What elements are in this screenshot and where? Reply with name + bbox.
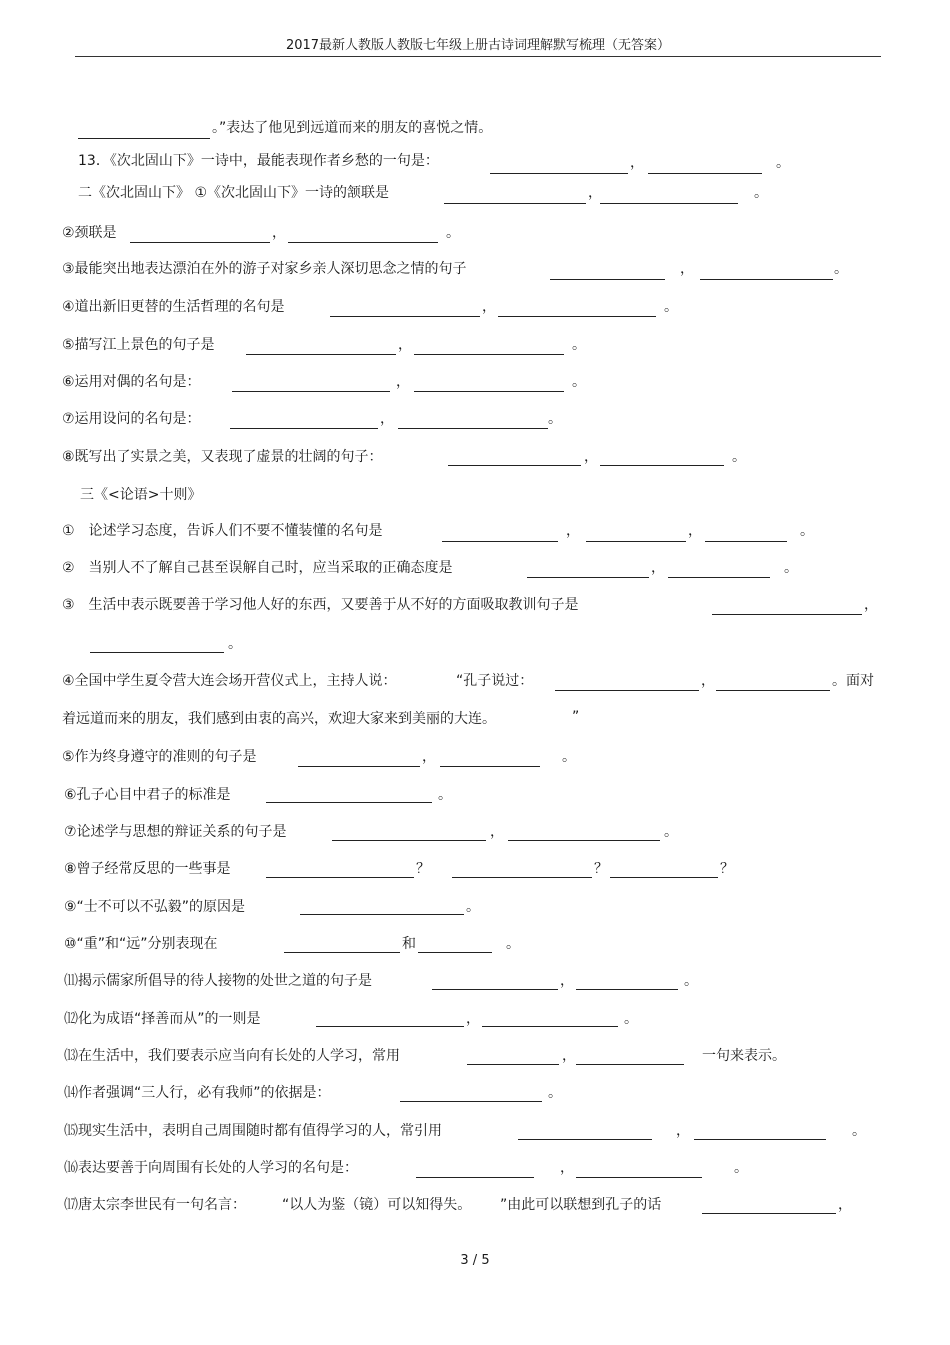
text-line: ， bbox=[422, 749, 436, 765]
text-line: ， bbox=[566, 523, 580, 539]
answer-blank[interactable] bbox=[518, 1139, 652, 1140]
question-item: ⑥孔子心目中君子的标准是 bbox=[64, 787, 231, 803]
question-item: ④道出新旧更替的生活哲理的名句是 bbox=[62, 299, 285, 315]
text-line: 。 bbox=[684, 973, 698, 989]
answer-blank[interactable] bbox=[300, 914, 464, 915]
text-line: ， bbox=[466, 1011, 480, 1027]
text-line: ， bbox=[701, 673, 715, 689]
text-line: ” bbox=[572, 709, 580, 725]
text-line: ， bbox=[630, 155, 644, 171]
answer-blank[interactable] bbox=[130, 242, 270, 243]
text-line: ， bbox=[560, 973, 574, 989]
question-item: ⑿化为成语“择善而从”的一则是 bbox=[64, 1011, 261, 1027]
question-item: ② 当别人不了解自己甚至误解自己时，应当采取的正确态度是 bbox=[62, 560, 453, 576]
answer-blank[interactable] bbox=[576, 989, 678, 990]
text-line: ， bbox=[490, 824, 504, 840]
text-line: ”由此可以联想到孔子的话 bbox=[500, 1197, 662, 1213]
text-line: 。 bbox=[446, 225, 460, 241]
section-heading: 二《次北固山下》 ①《次北固山下》一诗的颔联是 bbox=[78, 185, 389, 201]
answer-blank[interactable] bbox=[298, 766, 420, 767]
answer-blank[interactable] bbox=[550, 279, 665, 280]
answer-blank[interactable] bbox=[232, 391, 390, 392]
text-line: 和 bbox=[402, 936, 416, 952]
text-line: 。 bbox=[834, 261, 848, 277]
text-line: 。 bbox=[664, 824, 678, 840]
question-item: ① 论述学习态度，告诉人们不要不懂装懂的名句是 bbox=[62, 523, 383, 539]
question-item: ②颈联是 bbox=[62, 225, 117, 241]
text-line: 。 bbox=[800, 523, 814, 539]
question-item: ⒄唐太宗李世民有一句名言： bbox=[64, 1197, 246, 1213]
question-item: ⑤作为终身遵守的准则的句子是 bbox=[62, 749, 257, 765]
text-line: ， bbox=[588, 185, 602, 201]
answer-blank[interactable] bbox=[432, 989, 558, 990]
answer-blank[interactable] bbox=[668, 577, 770, 578]
text-line: 。 bbox=[776, 155, 790, 171]
answer-blank[interactable] bbox=[414, 391, 564, 392]
answer-blank[interactable] bbox=[444, 203, 586, 204]
section-heading: 三《<论语>十则》 bbox=[80, 487, 202, 503]
question-item: ⑦论述学与思想的辩证关系的句子是 bbox=[64, 824, 287, 840]
question-item: ⑩“重”和“远”分别表现在 bbox=[64, 936, 218, 952]
answer-blank[interactable] bbox=[266, 802, 432, 803]
answer-blank[interactable] bbox=[576, 1177, 702, 1178]
text-line: ？ bbox=[594, 861, 608, 877]
text-line: ？ bbox=[416, 861, 430, 877]
page-header: 2017最新人教版人教版七年级上册古诗词理解默写梳理（无答案） bbox=[75, 36, 881, 57]
text-line: 。 bbox=[664, 299, 678, 315]
answer-blank[interactable] bbox=[246, 354, 396, 355]
answer-blank[interactable] bbox=[600, 203, 738, 204]
answer-blank[interactable] bbox=[527, 577, 649, 578]
question-item: ⒃表达要善于向周围有长处的人学习的名句是： bbox=[64, 1160, 358, 1176]
text-line: “孔子说过： bbox=[456, 673, 534, 689]
answer-blank[interactable] bbox=[416, 1177, 534, 1178]
answer-blank[interactable] bbox=[398, 428, 548, 429]
answer-blank[interactable] bbox=[90, 652, 224, 653]
question-item: ⑧既写出了实景之美，又表现了虚景的壮阔的句子： bbox=[62, 449, 383, 465]
question-item: ⑾揭示儒家所倡导的待人接物的处世之道的句子是 bbox=[64, 973, 372, 989]
question-item: ⑤描写江上景色的句子是 bbox=[62, 337, 215, 353]
answer-blank[interactable] bbox=[700, 279, 833, 280]
text-line: ， bbox=[380, 411, 394, 427]
answer-blank[interactable] bbox=[448, 465, 581, 466]
text-line: ， bbox=[584, 449, 598, 465]
question-13: 13．《次北固山下》一诗中，最能表现作者乡愁的一句是： bbox=[78, 153, 439, 169]
text-line: ， bbox=[651, 560, 665, 576]
answer-blank[interactable] bbox=[576, 1064, 684, 1065]
answer-blank[interactable] bbox=[400, 1101, 542, 1102]
text-line: 着远道而来的朋友，我们感到由衷的高兴，欢迎大家来到美丽的大连。 bbox=[62, 711, 496, 727]
text-line: ？ bbox=[720, 861, 734, 877]
text-line: 。 bbox=[562, 749, 576, 765]
question-item: ③最能突出地表达漂泊在外的游子对家乡亲人深切思念之情的句子 bbox=[62, 261, 467, 277]
question-item: ⑨“士不可以不弘毅”的原因是 bbox=[64, 899, 246, 915]
question-item: ⒂现实生活中，表明自己周围随时都有值得学习的人，常引用 bbox=[64, 1123, 442, 1139]
text-line: 。 bbox=[548, 1085, 562, 1101]
question-item: ⒁作者强调“三人行，必有我师”的依据是： bbox=[64, 1085, 331, 1101]
answer-blank[interactable] bbox=[600, 465, 724, 466]
question-item: ⒀在生活中，我们要表示应当向有长处的人学习，常用 bbox=[64, 1048, 400, 1064]
text-line: ， bbox=[676, 1123, 690, 1139]
text-line: ， bbox=[680, 261, 694, 277]
answer-blank[interactable] bbox=[316, 1026, 464, 1027]
text-line: ， bbox=[560, 1160, 574, 1176]
answer-blank[interactable] bbox=[555, 690, 699, 691]
answer-blank[interactable] bbox=[442, 541, 558, 542]
answer-blank[interactable] bbox=[452, 877, 592, 878]
answer-blank[interactable] bbox=[330, 316, 480, 317]
text-line: 。 bbox=[438, 787, 452, 803]
answer-blank[interactable] bbox=[702, 1213, 836, 1214]
text-line: ， bbox=[396, 374, 410, 390]
answer-blank[interactable] bbox=[482, 1026, 618, 1027]
question-item: ⑥运用对偶的名句是： bbox=[62, 374, 201, 390]
text-line: 。 bbox=[506, 936, 520, 952]
text-line: 。 bbox=[852, 1123, 866, 1139]
answer-blank[interactable] bbox=[414, 354, 564, 355]
answer-blank[interactable] bbox=[716, 690, 830, 691]
text-line: 。 bbox=[572, 374, 586, 390]
text-line: ， bbox=[688, 523, 702, 539]
text-line: “以人为鉴（镜）可以知得失。 bbox=[282, 1197, 472, 1213]
answer-blank[interactable] bbox=[648, 173, 762, 174]
answer-blank[interactable] bbox=[266, 877, 414, 878]
answer-blank[interactable] bbox=[440, 766, 540, 767]
question-item: ⑦运用设问的名句是： bbox=[62, 411, 201, 427]
answer-blank[interactable] bbox=[586, 541, 686, 542]
answer-blank[interactable] bbox=[498, 316, 656, 317]
text-line: 。 bbox=[572, 337, 586, 353]
question-item: ③ 生活中表示既要善于学习他人好的东西，又要善于从不好的方面吸取教训句子是 bbox=[62, 597, 579, 613]
text-line: 。 bbox=[734, 1160, 748, 1176]
text-line: ， bbox=[272, 225, 286, 241]
question-item: ④全国中学生夏令营大连会场开营仪式上，主持人说： bbox=[62, 673, 397, 689]
answer-blank[interactable] bbox=[712, 614, 862, 615]
text-line: ， bbox=[562, 1048, 576, 1064]
text-line: 。 bbox=[228, 636, 242, 652]
answer-blank[interactable] bbox=[694, 1139, 826, 1140]
text-line: ， bbox=[482, 299, 496, 315]
text-line: 。 bbox=[732, 449, 746, 465]
text-line: 。 bbox=[754, 185, 768, 201]
answer-blank[interactable] bbox=[418, 952, 492, 953]
text-line: 。面对 bbox=[832, 673, 874, 689]
answer-blank[interactable] bbox=[490, 173, 628, 174]
answer-blank[interactable] bbox=[508, 840, 660, 841]
text-line: ， bbox=[864, 597, 878, 613]
answer-blank[interactable] bbox=[230, 428, 378, 429]
answer-blank[interactable] bbox=[78, 138, 210, 139]
text-line: 。 bbox=[548, 411, 562, 427]
page-number: 3 / 5 bbox=[460, 1253, 490, 1268]
answer-blank[interactable] bbox=[610, 877, 718, 878]
answer-blank[interactable] bbox=[467, 1064, 559, 1065]
text-line: 一句来表示。 bbox=[702, 1048, 786, 1064]
text-line: 。 bbox=[624, 1011, 638, 1027]
answer-blank[interactable] bbox=[284, 952, 400, 953]
text-line: ， bbox=[838, 1197, 852, 1213]
question-item: ⑧曾子经常反思的一些事是 bbox=[64, 861, 231, 877]
answer-blank[interactable] bbox=[332, 840, 486, 841]
text-line: ， bbox=[398, 337, 412, 353]
answer-blank[interactable] bbox=[705, 541, 787, 542]
text-line: 。 bbox=[784, 560, 798, 576]
answer-blank[interactable] bbox=[288, 242, 438, 243]
text-line: 。 bbox=[466, 899, 480, 915]
text-line: 。”表达了他见到远道而来的朋友的喜悦之情。 bbox=[212, 120, 493, 136]
